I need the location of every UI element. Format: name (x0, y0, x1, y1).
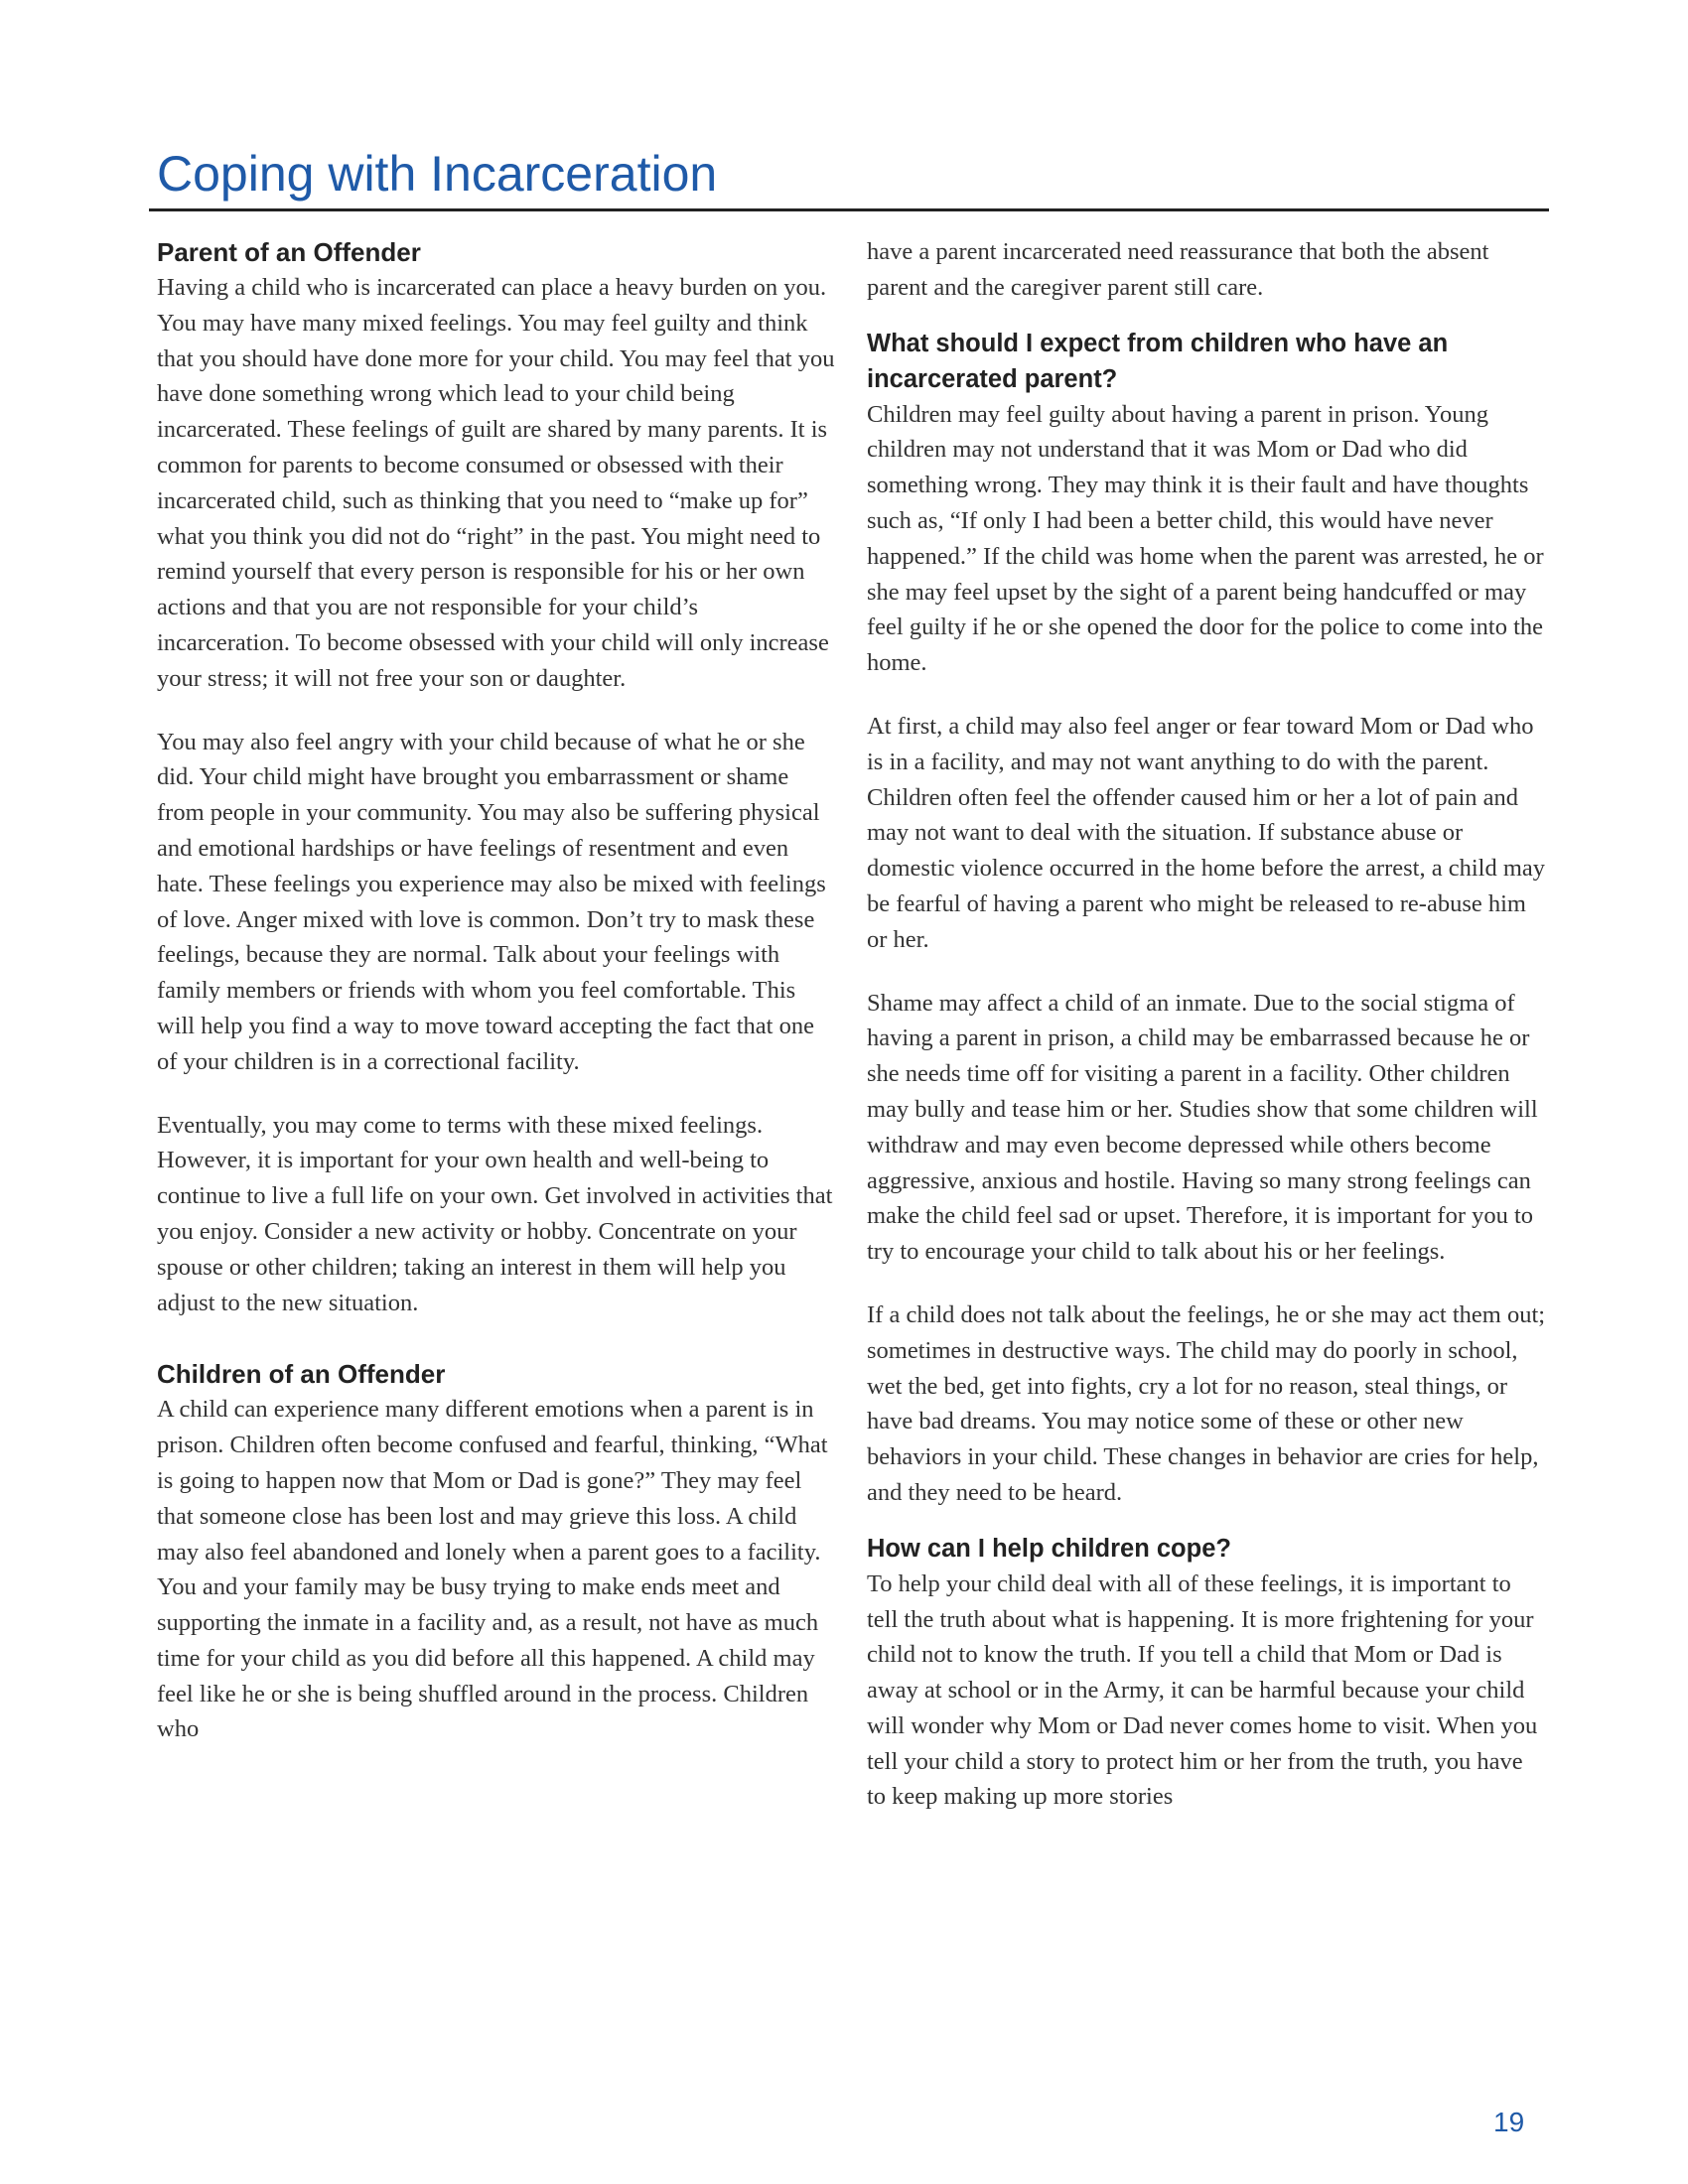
expect-paragraph-1: Children may feel guilty about having a parent in prison. Young children may not understand that it was Mom or Dad who did something wrong. They may think it is their fault and have thoughts such as, “If only I had been a better child, this would have never happened.” If the child was home when the parent was arrested, he or she may feel upset by the sight of a parent being handcuffed or may feel guilty if he or she opened the door for the police to come into the home. (867, 400, 1544, 677)
parent-paragraph-3: Eventually, you may come to terms with these mixed feelings. However, it is important for your own health and well-being to continue to live a full life on your own. Get involved in activities that you enjoy. Consider a new activity or hobby. Concentrate on your spouse or other children; taking an interest in them will help you adjust to the new situation. (157, 1111, 833, 1316)
children-paragraph-1: A child can experience many different emotions when a parent is in prison. Children often become confused and fearful, thinking, “What is going to happen now that Mom or Dad is gone?” They may feel that someone close has been lost and may grieve this loss. A child may also feel abandoned and lonely when a parent goes to a facility. You and your family may be busy trying to make ends meet and supporting the inmate in a facility and, as a result, not have as much time for your child as you did before all this happened. A child may feel like he or she is being shuffled around in the process. Children who (157, 1396, 828, 1743)
heading-parent-of-offender: Parent of an Offender (157, 237, 421, 267)
heading-children-of-offender: Children of an Offender (157, 1359, 446, 1390)
heading-help-children-cope: How can I help children cope? (867, 1534, 1231, 1563)
parent-paragraph-2: You may also feel angry with your child because of what he or she did. Your child might have brought you embarrassment or shame from people in your community. You may also be suffering physical and emotional hardships or have feelings of resentment and even hate. These feelings you experience may also be mixed with feelings of love. Anger mixed with love is common. Don’t try to mask these feelings, because they are normal. Talk about your feelings with family members or friends with whom you feel comfortable. This will help you find a way to move toward accepting the fact that one of your children is in a correctional facility. (157, 728, 826, 1075)
left-column (157, 234, 837, 1747)
page-number: 19 (1493, 2107, 1525, 2137)
parent-paragraph-1: Having a child who is incarcerated can place a heavy burden on you. You may have many mixed feelings. You may feel guilty and think that you should have done more for your child. You may feel that you have done something wrong which lead to your child being incarcerated. These feelings of guilt are shared by many parents. It is common for parents to become consumed or obsessed with their incarcerated child, such as thinking that you need to “make up for” what you think you did not do “right” in the past. You might need to remind yourself that every person is responsible for his or her own actions and that you are not responsible for your child’s incarceration. To become obsessed with your child will only increase your stress; it will not free your son or daughter. (157, 274, 835, 692)
right-column (867, 234, 1547, 1815)
heading-what-to-expect: What should I expect from children who have an incarcerated parent? (867, 329, 1449, 393)
page-title: Coping with Incarceration (157, 146, 718, 202)
expect-paragraph-3: Shame may affect a child of an inmate. Due to the social stigma of having a parent in prison, a child may be embarrassed because he or she needs time off for visiting a parent in a facility. Other children may bully and tease him or her. Studies show that some children will withdraw and may even become depressed while others become aggressive, anxious and hostile. Having so many strong feelings can make the child feel sad or upset. Therefore, it is important for you to try to encourage your child to talk about his or her feelings. (867, 989, 1538, 1266)
expect-paragraph-2: At first, a child may also feel anger or fear toward Mom or Dad who is in a facility, and may not want anything to do with the parent. Children often feel the offender caused him or her a lot of pain and may not want to deal with the situation. If substance abuse or domestic violence occurred in the home before the arrest, a child may be fearful of having a parent who might be released to re-abuse him or her. (867, 712, 1545, 953)
expect-paragraph-4: If a child does not talk about the feelings, he or she may act them out; sometimes in destructive ways. The child may do poorly in school, wet the bed, get into fights, cry a lot for no reason, steal things, or have bad dreams. You may notice some of these or other new behaviors in your child. These changes in behavior are cries for help, and they need to be heard. (867, 1300, 1546, 1506)
title-rule (149, 208, 1549, 211)
cope-paragraph-1: To help your child deal with all of these feelings, it is important to tell the truth about what is happening. It is more frightening for your child not to know the truth. If you tell a child that Mom or Dad is away at school or in the Army, it can be harmful because your child will wonder why Mom or Dad never comes home to visit. When you tell your child a story to protect him or her from the truth, you have to keep making up more stories (867, 1570, 1538, 1811)
children-paragraph-1-continued: have a parent incarcerated need reassurance that both the absent parent and the caregiver parent still care. (867, 238, 1489, 301)
